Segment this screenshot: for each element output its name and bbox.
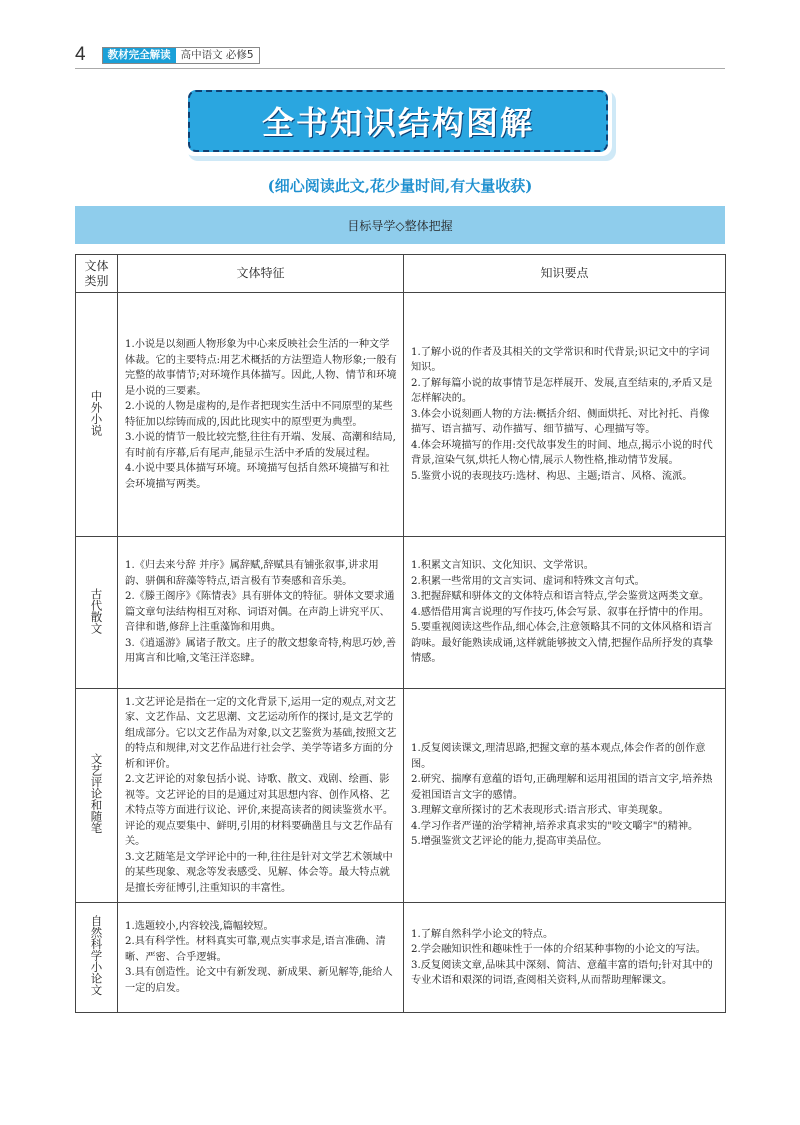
feature-item: 3.《逍遥游》属诸子散文。庄子的散文想象奇特,构思巧妙,善用寓言和比喻,文笔汪洋恣肆。 xyxy=(125,637,396,665)
feature-item: 1.小说是以刻画人物形象为中心来反映社会生活的一种文学体裁。它的主要特点:用艺术概括的方法塑造人物形象;一般有完整的故事情节;对环境作具体描写。因此,人物、情节和环境是小说的三要素。 xyxy=(125,339,397,397)
features-cell xyxy=(118,689,404,903)
table-row xyxy=(76,293,726,537)
table-header-row xyxy=(76,255,726,293)
type-label: 自然科学小论文 xyxy=(89,915,104,996)
feature-item: 1.选题较小,内容较浅,篇幅较短。 xyxy=(125,920,274,932)
feature-item: 4.小说中要具体描写环境。环境描写包括自然环境描写和社会环境描写两类。 xyxy=(125,463,390,490)
features-cell xyxy=(118,537,404,689)
point-item: 2.研究、揣摩有意蕴的语句,正确理解和运用祖国的语言文字,培养热爱祖国语言文字的感情。 xyxy=(411,774,713,801)
type-cell xyxy=(76,537,118,689)
point-item: 3.反复阅读文章,品味其中深刻、简洁、意蕴丰富的语句;针对其中的专业术语和艰深的词语,查阅相关资料,从而帮助理解课文。 xyxy=(411,959,713,986)
features-cell xyxy=(118,293,404,537)
point-item: 5.增强鉴赏文艺评论的能力,提高审美品位。 xyxy=(411,836,608,848)
type-label: 文艺评论和随笔 xyxy=(89,753,104,834)
table-row xyxy=(76,537,726,689)
book-title: 高中语文 必修5 xyxy=(176,48,259,63)
point-item: 2.积累一些常用的文言实词、虚词和特殊文言句式。 xyxy=(411,575,645,587)
point-item: 3.理解文章所探讨的艺术表现形式:语言形式、审美现象。 xyxy=(411,805,669,817)
points-cell xyxy=(404,903,726,1013)
point-item: 5.要重视阅读这些作品,细心体会,注意领略其不同的文体风格和语言韵味。最好能熟读成诵,这样就能够披文入情,把握作品所抒发的真挚情感。 xyxy=(411,622,713,665)
type-label: 古代散文 xyxy=(89,587,104,634)
section-bar-label: 目标导学◇整体把握 xyxy=(347,218,453,233)
feature-item: 1.文艺评论是指在一定的文化背景下,运用一定的观点,对文艺家、文艺作品、文艺思潮、文艺运动所作的探讨,是文艺学的组成部分。它以文艺作品为对象,以文艺鉴赏为基础,按照文艺的特点和规律,对文艺作品进行社会学、美学等诸多方面的分析和评价。 xyxy=(125,696,397,770)
feature-item: 1.《归去来兮辞 并序》属辞赋,辞赋具有铺张叙事,讲求用韵、骈偶和辞藻等特点,语言极有节奏感和音乐美。 xyxy=(125,560,379,587)
point-item: 3.体会小说刻画人物的方法:概括介绍、侧面烘托、对比衬托、肖像描写、语言描写、动作描写、细节描写、心理描写等。 xyxy=(411,408,710,436)
point-item: 1.了解自然科学小论文的特点。 xyxy=(411,928,554,940)
title-banner-inner xyxy=(188,90,608,152)
page-number: 4 xyxy=(75,44,86,65)
point-item: 2.学会融知识性和趣味性于一体的介绍某种事物的小论文的写法。 xyxy=(411,944,706,955)
subtitle: (细心阅读此文,花少量时间,有大量收获) xyxy=(267,177,533,195)
header-divider xyxy=(75,68,725,69)
book-tag xyxy=(102,47,260,64)
feature-item: 2.小说的人物是虚构的,是作者把现实生活中不同原型的某些特征加以综铸而成的,因此比现实中的原型更为典型。 xyxy=(125,401,393,428)
table-row xyxy=(76,689,726,903)
feature-item: 2.具有科学性。材料真实可靠,观点实事求是,语言准确、清晰、严密、合乎逻辑。 xyxy=(125,936,386,963)
point-item: 2.了解每篇小说的故事情节是怎样展开、发展,直至结束的,矛盾又是怎样解决的。 xyxy=(411,377,713,405)
page-title: 全书知识结构图解 xyxy=(261,104,534,142)
point-item: 3.把握辞赋和骈体文的文体特点和语言特点,学会鉴赏这两类文章。 xyxy=(411,591,710,603)
table-row xyxy=(76,903,726,1013)
feature-item: 2.文艺评论的对象包括小说、诗歌、散文、戏剧、绘画、影视等。文艺评论的目的是通过对其思想内容、创作风格、艺术特点等方面进行议论、评价,来提高读者的阅读鉴赏水平。评论的观点要集中、鲜明,引用的材料要确凿且与文艺作品有关。 xyxy=(125,774,394,848)
points-cell xyxy=(404,293,726,537)
title-banner xyxy=(184,86,612,156)
feature-item: 3.文艺随笔是文学评论中的一种,往往是针对文学艺术领域中的某些现象、观念等发表感受、见解、体会等。最大特点就是擅长旁征博引,注重知识的丰富性。 xyxy=(125,851,393,894)
book-brand: 教材完全解读 xyxy=(103,48,176,63)
features-cell xyxy=(118,903,404,1013)
type-cell xyxy=(76,689,118,903)
section-bar xyxy=(75,206,725,244)
point-item: 4.体会环境描写的作用:交代故事发生的时间、地点,揭示小说的时代背景,渲染气氛,烘托人物心情,展示人物性格,推动情节发展。 xyxy=(411,439,713,467)
type-cell xyxy=(76,903,118,1013)
point-item: 4.学习作者严谨的治学精神,培养求真求实的"咬文嚼字"的精神。 xyxy=(411,820,699,832)
point-item: 1.了解小说的作者及其相关的文学常识和时代背景;识记文中的字词知识。 xyxy=(411,346,710,374)
point-item: 5.鉴赏小说的表现技巧:选材、构思、主题;语言、风格、流派。 xyxy=(411,470,693,482)
feature-item: 3.具有创造性。论文中有新发现、新成果、新见解等,能给人一定的启发。 xyxy=(125,967,393,994)
feature-item: 2.《滕王阁序》《陈情表》具有骈体文的特征。骈体文要求通篇文章句法结构相互对称、词语对偶。在声韵上讲究平仄、音律和谐,修辞上注重藻饰和用典。 xyxy=(125,591,395,634)
type-cell xyxy=(76,293,118,537)
header-type: 文体类别 xyxy=(76,255,118,293)
points-cell xyxy=(404,689,726,903)
knowledge-table xyxy=(75,254,726,1013)
points-cell xyxy=(404,537,726,689)
type-label: 中外小说 xyxy=(89,389,104,436)
point-item: 1.反复阅读课文,理清思路,把握文章的基本观点,体会作者的创作意图。 xyxy=(411,743,706,770)
header-points: 知识要点 xyxy=(404,255,726,293)
feature-item: 3.小说的情节一般比较完整,往往有开端、发展、高潮和结局,有时前有序幕,后有尾声,能显示生活中矛盾的发展过程。 xyxy=(125,432,396,459)
point-item: 1.积累文言知识、文化知识、文学常识。 xyxy=(411,560,594,572)
header-features: 文体特征 xyxy=(118,255,404,293)
point-item: 4.感悟借用寓言说理的写作技巧,体会写景、叙事在抒情中的作用。 xyxy=(411,606,710,618)
page-header xyxy=(75,44,260,66)
